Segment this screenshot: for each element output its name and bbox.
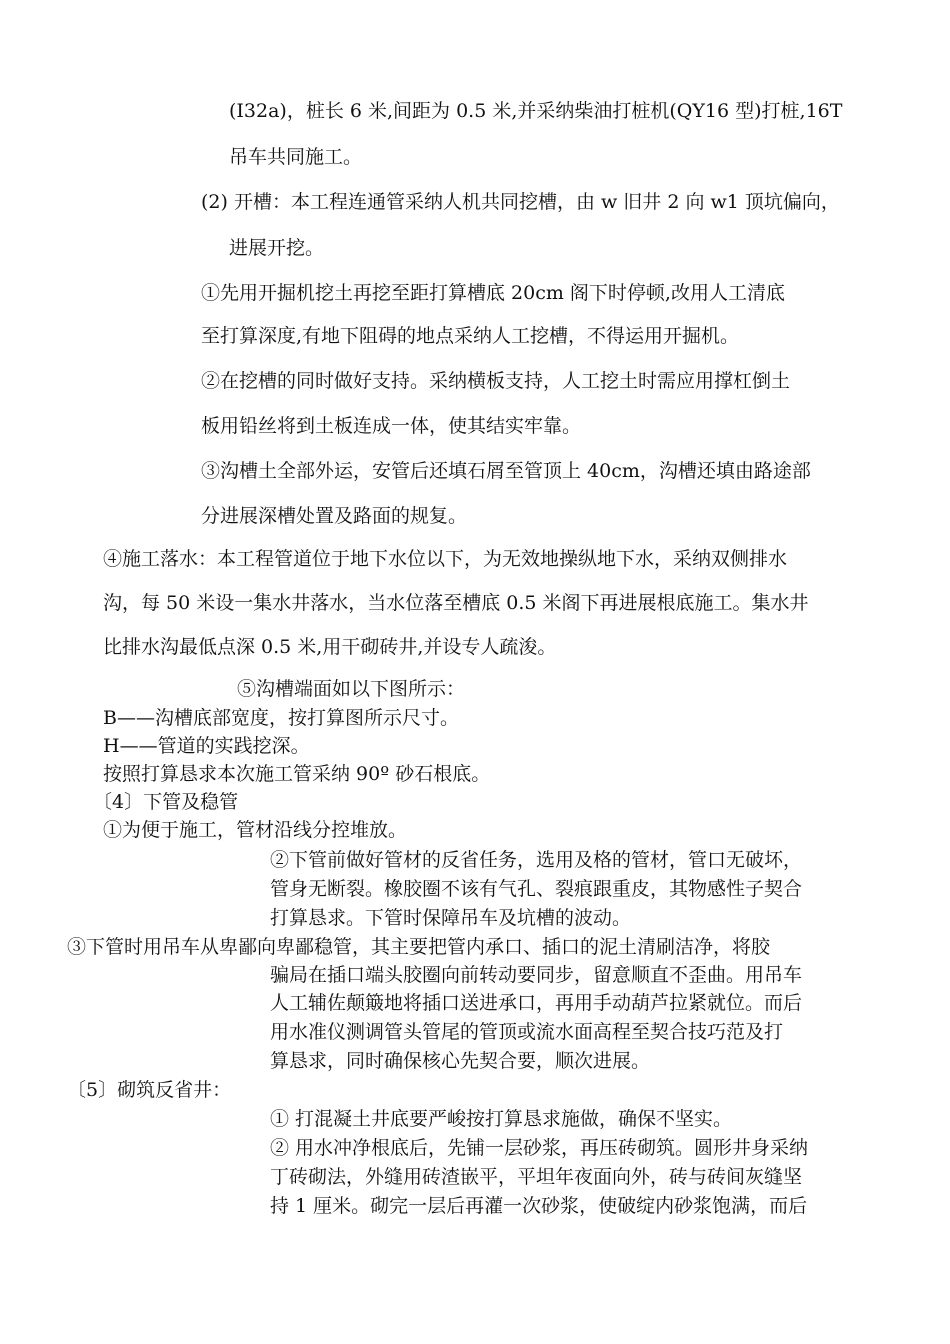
text-line: ③下管时用吊车从卑鄙向卑鄙稳管，其主要把管内承口、插口的泥土清刷洁净，将胶 [67,936,771,958]
text-line: 骗局在插口端头胶圈向前转动要同步，留意顺直不歪曲。用吊车 [270,964,803,986]
text-line: ③沟槽土全部外运，安管后还填石屑至管顶上 40cm，沟槽还填由路途部 [201,460,811,482]
text-line: 板用铅丝将到土板连成一体，使其结实牢靠。 [201,415,582,437]
text-line: 按照打算恳求本次施工管采纳 90º 砂石根底。 [103,763,491,785]
text-line: 丁砖砌法，外缝用砖渣嵌平，平坦年夜面向外，砖与砖间灰缝坚 [270,1166,803,1188]
text-line: 用水准仪测调管头管尾的管顶或流水面高程至契合技巧范及打 [270,1021,784,1043]
text-line: 吊车共同施工。 [229,146,363,168]
text-line: ②下管前做好管材的反省任务，选用及格的管材，管口无破坏， [270,849,803,871]
text-line: (I32a)，桩长 6 米,间距为 0.5 米,并采纳柴油打桩机(QY16 型)打桩,16T [229,100,843,122]
text-line: ④施工落水：本工程管道位于地下水位以下，为无效地操纵地下水，采纳双侧排水 [103,548,788,570]
text-line: 打算恳求。下管时保障吊车及坑槽的波动。 [270,907,632,929]
text-line: ①先用开掘机挖土再挖至距打算槽底 20cm 阁下时停顿,改用人工清底 [201,282,785,304]
text-line: ② 用水冲净根底后，先铺一层砂浆，再压砖砌筑。圆形井身采纳 [270,1137,809,1159]
text-line: B——沟槽底部宽度，按打算图所示尺寸。 [103,707,459,729]
text-line: 〔4〕下管及稳管 [93,791,239,813]
text-line: ① 打混凝土井底要严峻按打算恳求施做，确保不坚实。 [270,1108,733,1130]
text-line: 至打算深度,有地下阻碍的地点采纳人工挖槽，不得运用开掘机。 [201,325,740,347]
text-line: ②在挖槽的同时做好支持。采纳横板支持，人工挖土时需应用撑杠倒土 [201,370,791,392]
text-line: 〔5〕砌筑反省井： [67,1079,232,1101]
text-line: ⑤沟槽端面如以下图所示： [237,678,466,700]
text-line: 比排水沟最低点深 0.5 米,用干砌砖井,并设专人疏浚。 [103,636,557,658]
text-line: 算恳求，同时确保核心先契合要，顺次进展。 [270,1050,651,1072]
text-line: 分进展深槽处置及路面的规复。 [201,505,468,527]
text-line: 人工辅佐颠簸地将插口送进承口，再用手动葫芦拉紧就位。而后 [270,992,803,1014]
text-line: 沟，每 50 米设一集水井落水，当水位落至槽底 0.5 米阁下再进展根底施工。集水井 [103,592,809,614]
text-line: (2) 开槽：本工程连通管采纳人机共同挖槽，由 w 旧井 2 向 w1 顶坑偏向， [201,191,840,213]
text-line: 持 1 厘米。砌完一层后再灌一次砂浆，使破绽内砂浆饱满，而后 [270,1195,808,1217]
text-line: H——管道的实践挖深。 [103,735,310,757]
text-line: ①为便于施工，管材沿线分控堆放。 [103,819,408,841]
text-line: 管身无断裂。橡胶圈不该有气孔、裂痕跟重皮，其物感性子契合 [270,878,803,900]
text-line: 进展开挖。 [229,237,325,259]
